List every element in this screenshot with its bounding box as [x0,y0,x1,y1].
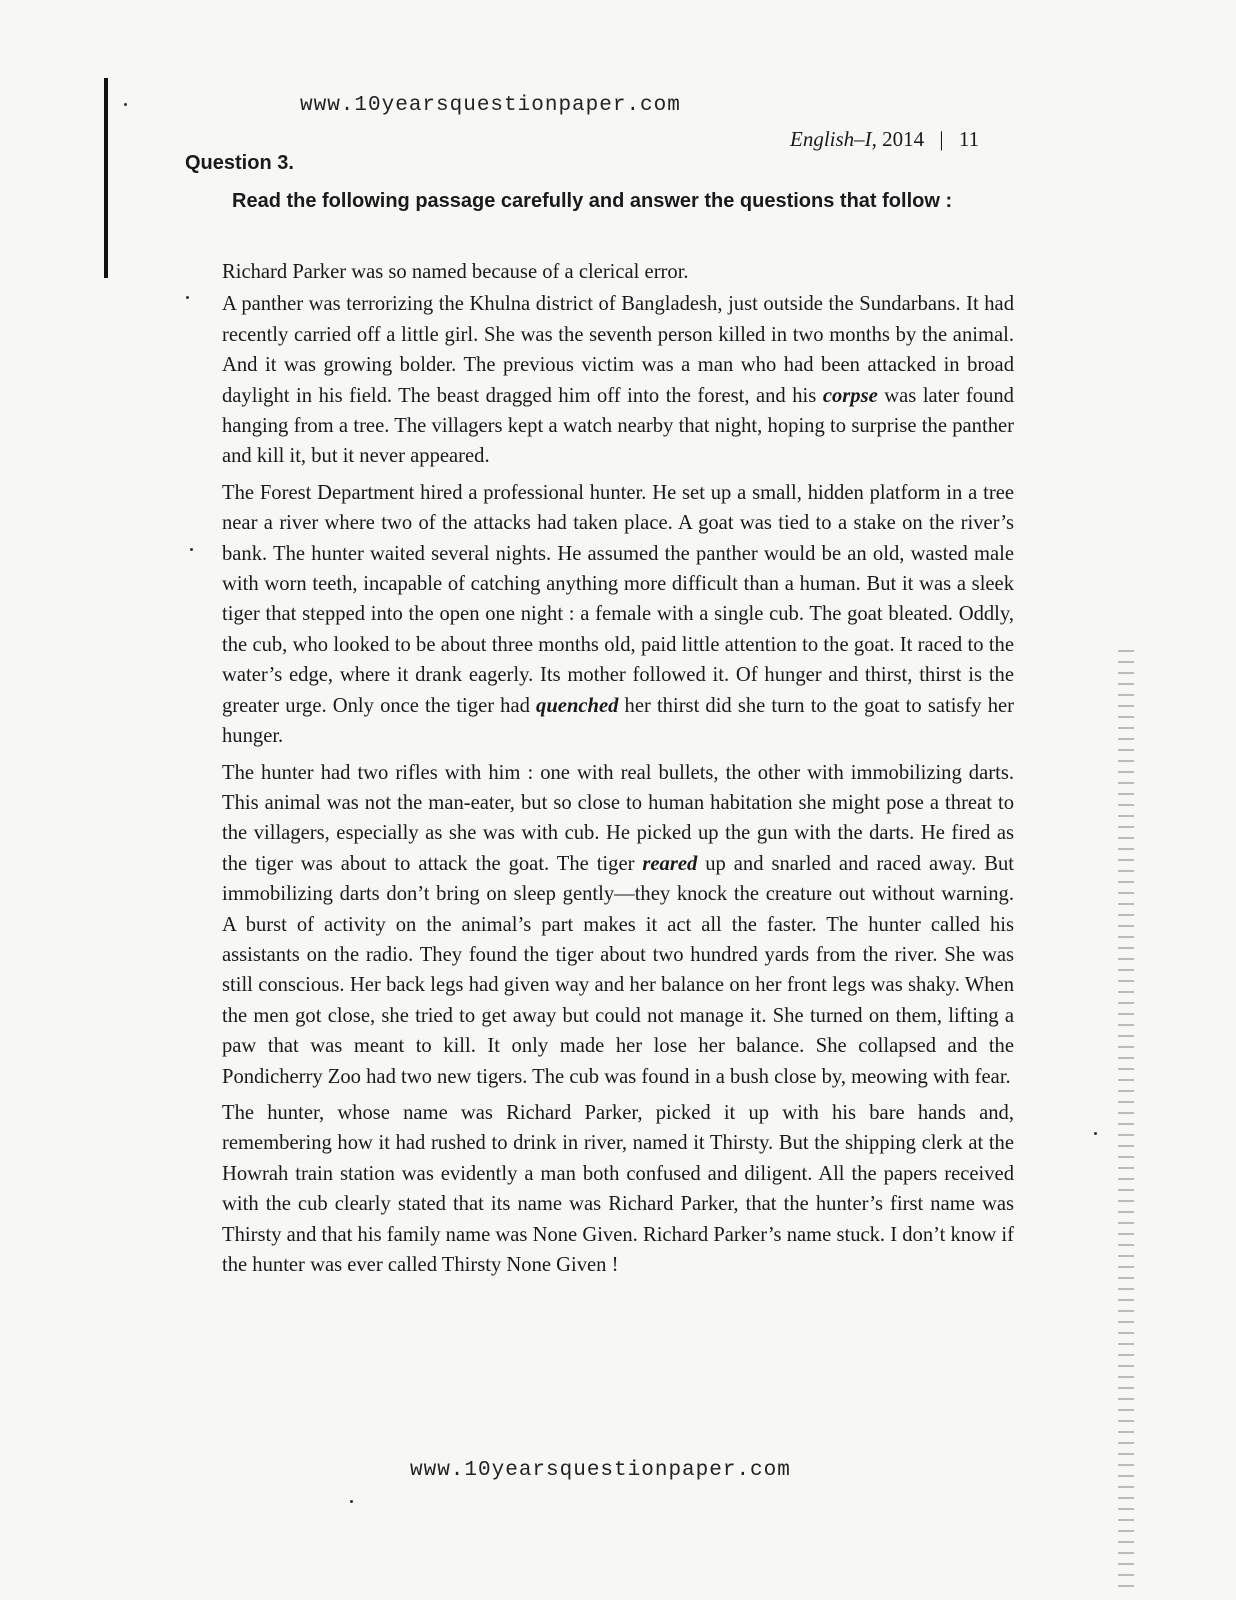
scan-edge-noise [1118,650,1134,1590]
year-label: 2014 [882,127,925,151]
subject-label: English–I, [790,127,877,151]
scan-speck [350,1500,353,1503]
passage-text: was later found hanging from a tree. The villagers kept a watch nearby that night, hoping to surprise the panther and kill it, but it never appeared. [222,384,1014,468]
passage-text: up and snarled and raced away. But immobilizing darts don’t bring on sleep gently—they knock the creature out without warning. A burst of activity on the animal’s part makes it act all the faster. The hunter called his assistants on the radio. They found the tiger about two hundred yards from the river. She was still conscious. Her back legs had given way and her balance on her front legs was shaky. When the men got close, she tried to get away but could not manage it. She turned on them, lifting a paw that was meant to kill. It only made her lose her balance. She collapsed and the Pondicherry Zoo had two new tigers. The cub was found in a bush close by, meowing with fear. [222,852,1014,1088]
head-separator: | [939,127,944,151]
passage-paragraph-4 [222,758,1014,1092]
passage-paragraph-2 [222,289,1014,471]
passage-text: A panther was terrorizing the Khulna district of Bangladesh, just outside the Sundarbans. It had recently carried off a little girl. She was the seventh person killed in two months by the animal. And it was growing bolder. The previous victim was a man who had been attacked in broad daylight in his field. The beast dragged him off into the forest, and his [222,293,1014,407]
left-margin-rule [104,78,108,278]
scan-speck [124,103,127,106]
emphasized-word-corpse: corpse [822,384,878,407]
scan-speck [1094,1132,1097,1135]
watermark-top: www.10yearsquestionpaper.com [300,94,681,117]
scan-speck [190,548,193,551]
page-number: 11 [958,127,980,151]
passage-text: The Forest Department hired a professional hunter. He set up a small, hidden platform in a tree near a river where two of the attacks had taken place. A goat was tied to a stake on the river’s bank. The hunter waited several nights. He assumed the panther would be an old, wasted male with worn teeth, incapable of catching anything more difficult than a human. But it was a sleek tiger that stepped into the open one night : a female with a single cub. The goat bleated. Oddly, the cub, who looked to be about three months old, paid little attention to the goat. It raced to the water’s edge, where it drank eagerly. Its mother followed it. Of hunger and thirst, thirst is the greater urge. Only once the tiger had [222,481,1014,717]
running-head [790,127,979,152]
passage-text: The hunter had two rifles with him : one with real bullets, the other with immobilizing darts. This animal was not the man-eater, but so close to human habitation she might pose a threat to the villagers, especially as she was with cub. He picked up the gun with the darts. He fired as the tiger was about to attack the goat. The tiger [222,761,1014,875]
emphasized-word-reared: reared [642,852,698,875]
passage-paragraph-3 [222,478,1014,752]
question-label: Question 3. [185,152,294,174]
passage [222,257,1014,1286]
passage-paragraph-1: Richard Parker was so named because of a clerical error. [222,261,689,283]
passage-text: her thirst did she turn to the goat to satisfy her hunger. [222,694,1014,748]
emphasized-word-quenched: quenched [536,694,619,717]
passage-paragraph-5: The hunter, whose name was Richard Parker, picked it up with his bare hands and, remembering how it had rushed to drink in river, named it Thirsty. But the shipping clerk at the Howrah train station was evidently a man both confused and diligent. All the papers received with the cub clearly stated that its name was Richard Parker, that the hunter’s first name was Thirsty and that his family name was None Given. Richard Parker’s name stuck. I don’t know if the hunter was ever called Thirsty None Given ! [222,1101,1014,1276]
question-instruction: Read the following passage carefully and answer the questions that follow : [232,190,953,212]
watermark-bottom: www.10yearsquestionpaper.com [410,1459,791,1482]
scan-speck [186,296,189,299]
